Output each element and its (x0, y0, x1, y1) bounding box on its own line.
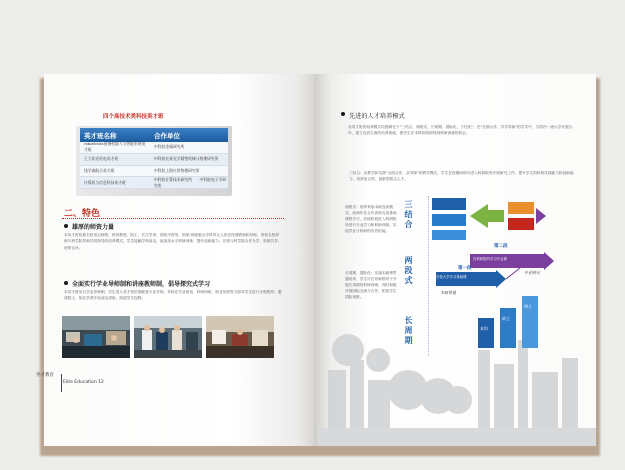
table-cell: roboticists预备机器人与智能系统英才班 (84, 141, 146, 153)
section-divider (62, 218, 284, 219)
column-header-partner: 合作单位 (154, 131, 180, 140)
table-row (80, 142, 228, 154)
table-cell: 中科院金属研究所 (154, 144, 185, 150)
campus-skyline-illustration (318, 300, 596, 446)
stage1-label: 第一段 (458, 266, 472, 271)
table-header (80, 128, 228, 142)
paragraph-two-stages: 两段式：培养采取本硕连读模式，前两年在合作高校完成基础课程学习，后续阶段进入科研院所进行专业学习和科研训练，实现学业与科研的有效衔接。 (345, 205, 397, 233)
lab-photo (206, 316, 274, 358)
stage2-caption: 专业研究 (524, 270, 540, 275)
footer-label-cn: 英才教育 (36, 373, 54, 378)
footer-label-en: Elite Education 12 (63, 380, 104, 385)
stage1-box-text: 在校大学学习基础课 (436, 275, 467, 279)
section-title: 二、特色 (64, 209, 101, 219)
paragraph-faculty: 本英才班依靠名校顶尖师资，指导教授、院士、长江学者、国家杰青等，国家/省级重点学科带头人担任授课教师和导师，采取名校导师与科学院导师共同指导的培养模式。学生接触学科前沿，参加高水平科研训练，提升创新能力；名校与科学院合作办学，资源共享，优势互补。 (64, 233, 282, 250)
footer-divider (61, 374, 62, 392)
table-cell: 王大珩光机电英才班 (84, 156, 119, 162)
bullet-icon (64, 281, 68, 285)
stage2-label: 第二段 (494, 244, 508, 249)
label-two-stages: 两段式 (404, 256, 413, 286)
table-cell: 计算机与信息科技英才班 (84, 179, 126, 185)
subheading-tutor-system: 全面实行学业导师制和讲座教师制，倡导探究式学习 (72, 281, 211, 288)
column-header-class: 英才班名称 (84, 131, 117, 140)
bar-label: 硕士 (502, 316, 510, 321)
bar-undergraduate (478, 318, 494, 348)
subheading-faculty: 雄厚的师资力量 (72, 224, 115, 231)
table-row (80, 177, 228, 189)
bullet-icon (341, 112, 345, 116)
table-cell: 中科院上海应用物理研究所 (154, 167, 200, 173)
table-cell: 钱学森航天英才班 (84, 167, 115, 173)
table-row (80, 166, 228, 178)
right-page-title: 先进的人才培养模式 (349, 113, 405, 120)
table-row (80, 154, 228, 166)
bar-label: 博士 (524, 304, 532, 309)
bar-master (500, 308, 516, 348)
paragraph-intro: 各英才班的培养模式均强调在于"三结合、两段式、长周期、国际化、个性化"，在"全面合作、共享导师"的学术中，与国内一流大学开展合作，建立优质生源的培养基地，使学生在本科阶段即得到科研训练的机会。 (348, 125, 573, 136)
stage1-caption: 本硕贯通 (440, 290, 456, 295)
paragraph-tutor-system: 本英才班实行学业导师制，学生进入英才班后即配备专业导师，导师在学业规划、科研训练、职业发展等方面对学生进行全程指导。邀请院士、知名学者开设前沿讲座，拓展学生视野。 (64, 290, 282, 301)
hero-title: 四个高技术类科技英才班 (103, 114, 164, 120)
bar-label: 本科 (480, 326, 488, 331)
table-cell: 中科院计算技术研究所 中科院电子学研究所 (154, 176, 227, 188)
diagram-guide-line (428, 196, 429, 356)
classroom-photo (62, 316, 130, 358)
stage2-box-text: 在科研院所学习专业课 (473, 257, 507, 261)
table-cell: 中科院长春光学精密机械与物理研究所 (154, 156, 219, 162)
bullet-icon (64, 224, 68, 228)
partner-table (80, 128, 228, 189)
three-combos-diagram (430, 196, 550, 242)
label-three-combos: 三结合 (404, 200, 413, 230)
label-long-cycle: 长周期 (404, 316, 413, 346)
paragraph-three-combos: 三结合：在教学和实践"全面合作、双导师"的教学模式，学生在校期间即可进入科研院所开展研究工作，提升学生的科研实践能力和创新能力，培养复合型、创新型拔尖人才。 (349, 171, 574, 182)
lecture-photo (134, 316, 202, 358)
paragraph-long-cycle: 长周期、国际化：实施本硕博贯通培养，学生可在导师指导下开展长周期的科研训练，同时积极开展国际交流与合作，拓宽学生国际视野。 (345, 271, 397, 299)
